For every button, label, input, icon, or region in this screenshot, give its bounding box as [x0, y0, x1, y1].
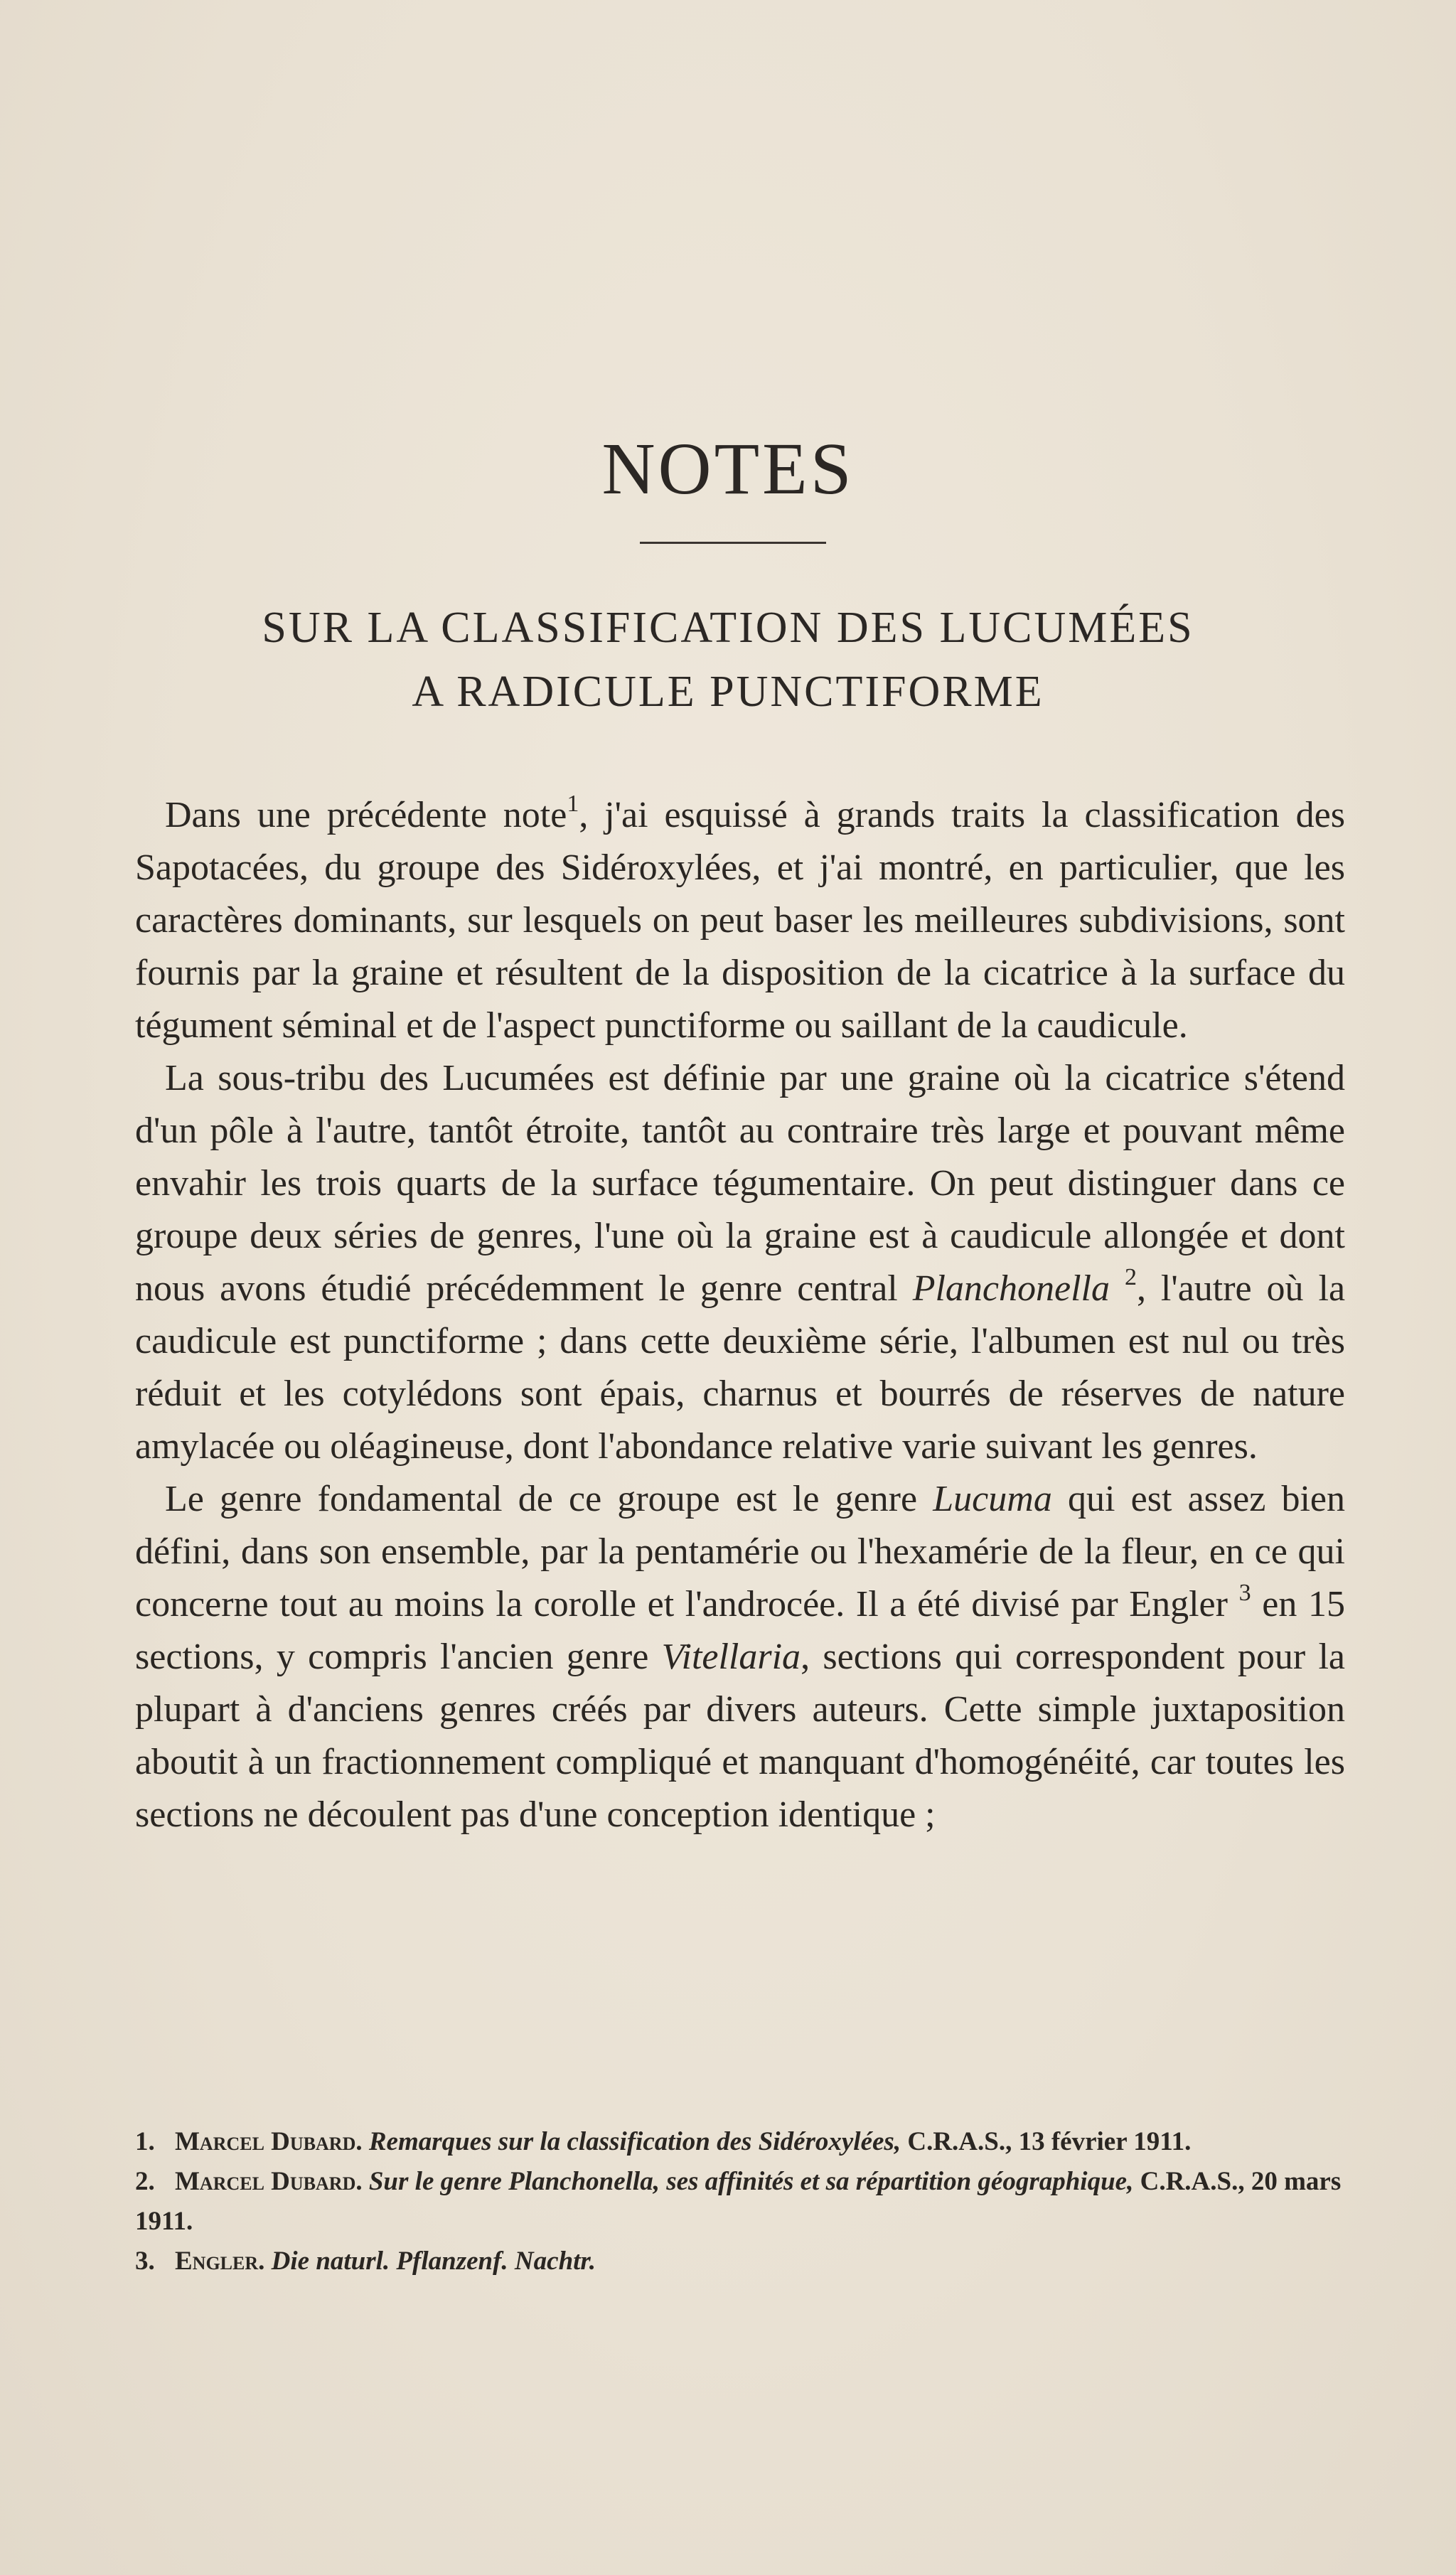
paragraph-3: [135, 1473, 1345, 1841]
footnote-ref-3[interactable]: 3: [1238, 1580, 1251, 1606]
footnote-1-source: C.R.A.S., 13 février 1911.: [907, 2127, 1192, 2156]
page-title: NOTES: [601, 428, 855, 510]
subtitle-line-2: A RADICULE PUNCTIFORME: [412, 668, 1044, 716]
footnote-1-title: Remarques sur la classification des Sidéroxylées,: [368, 2127, 901, 2156]
p3-genus-italic-2: Vitellaria: [661, 1637, 801, 1677]
p3-text-b: qui est assez bien défini, dans son ensemble, par la pentamérie ou l'hexamérie de la fleur, en ce qui concerne tout au moins la corolle et l'androcée. Il a été divisé par Engler: [135, 1479, 1346, 1624]
footnote-2: [135, 2162, 1345, 2242]
footnote-1-author: Marcel Dubard.: [175, 2127, 363, 2156]
p3-text-c: en 15 sections, y compris l'ancien genre: [135, 1584, 1346, 1677]
title-rule: [640, 542, 826, 544]
subtitle-line-1: SUR LA CLASSIFICATION DES LUCUMÉES: [262, 604, 1194, 652]
footnote-1: [135, 2122, 1345, 2162]
footnote-2-title: Sur le genre Planchonella, ses affinités et sa répartition géographique,: [368, 2167, 1134, 2196]
p2-text-b: , l'autre où la caudicule est punctiforme ; dans cette deuxième série, l'albumen est nul ou très réduit et les cotylédons sont épais, charnus et bourrés de réserves de nature amylacée ou oléagineuse, dont l'abondance relative varie suivant les genres.: [135, 1268, 1346, 1467]
p1-text-b: , j'ai esquissé à grands traits la classification des Sapotacées, du groupe des Sidéroxylées, et j'ai montré, en particulier, que les caractères dominants, sur lesquels on peut baser les meilleures subdivisions, sont fournis par la graine et résultent de la disposition de la cicatrice à la surface du tégument séminal et de l'aspect punctiforme ou saillant de la caudicule.: [135, 795, 1346, 1046]
footnote-3-author: Engler.: [175, 2247, 265, 2276]
footnote-3-number: 3.: [135, 2247, 155, 2276]
p3-text-a: Le genre fondamental de ce groupe est le genre: [165, 1479, 918, 1519]
footnote-ref-1[interactable]: 1: [567, 791, 579, 817]
p3-text-d: , sections qui correspondent pour la plupart à d'anciens genres créés par divers auteurs. Cette simple juxtaposition aboutit à un fractionnement compliqué et manquant d'homogénéité, car toutes les sections ne découlent pas d'une conception identique ;: [135, 1637, 1345, 1835]
footnote-3-title: Die naturl. Pflanzenf. Nachtr.: [271, 2247, 596, 2276]
footnote-ref-2[interactable]: 2: [1124, 1264, 1137, 1290]
p3-genus-italic-1: Lucuma: [933, 1479, 1052, 1519]
footnote-3: [135, 2242, 1345, 2281]
paragraph-2: [135, 1052, 1345, 1473]
footnote-2-number: 2.: [135, 2167, 155, 2196]
footnote-1-number: 1.: [135, 2127, 155, 2156]
p2-text-a: La sous-tribu des Lucumées est définie par une graine où la cicatrice s'étend d'un pôle à l'autre, tantôt étroite, tantôt au contraire très large et pouvant même envahir les trois quarts de la surface tégumentaire. On peut distinguer dans ce groupe deux séries de genres, l'une où la graine est à caudicule allongée et dont nous avons étudié précédemment le genre central: [135, 1058, 1345, 1309]
p2-genus-italic: Planchonella: [912, 1268, 1110, 1309]
p1-text-a: Dans une précédente note: [165, 795, 567, 835]
paragraph-1: [135, 789, 1345, 1052]
body-text: [135, 789, 1345, 1841]
footnote-2-source: C.R.A.S., 20 mars 1911.: [135, 2167, 1342, 2236]
footnote-2-author: Marcel Dubard.: [175, 2167, 363, 2196]
footnotes: [135, 2122, 1345, 2281]
